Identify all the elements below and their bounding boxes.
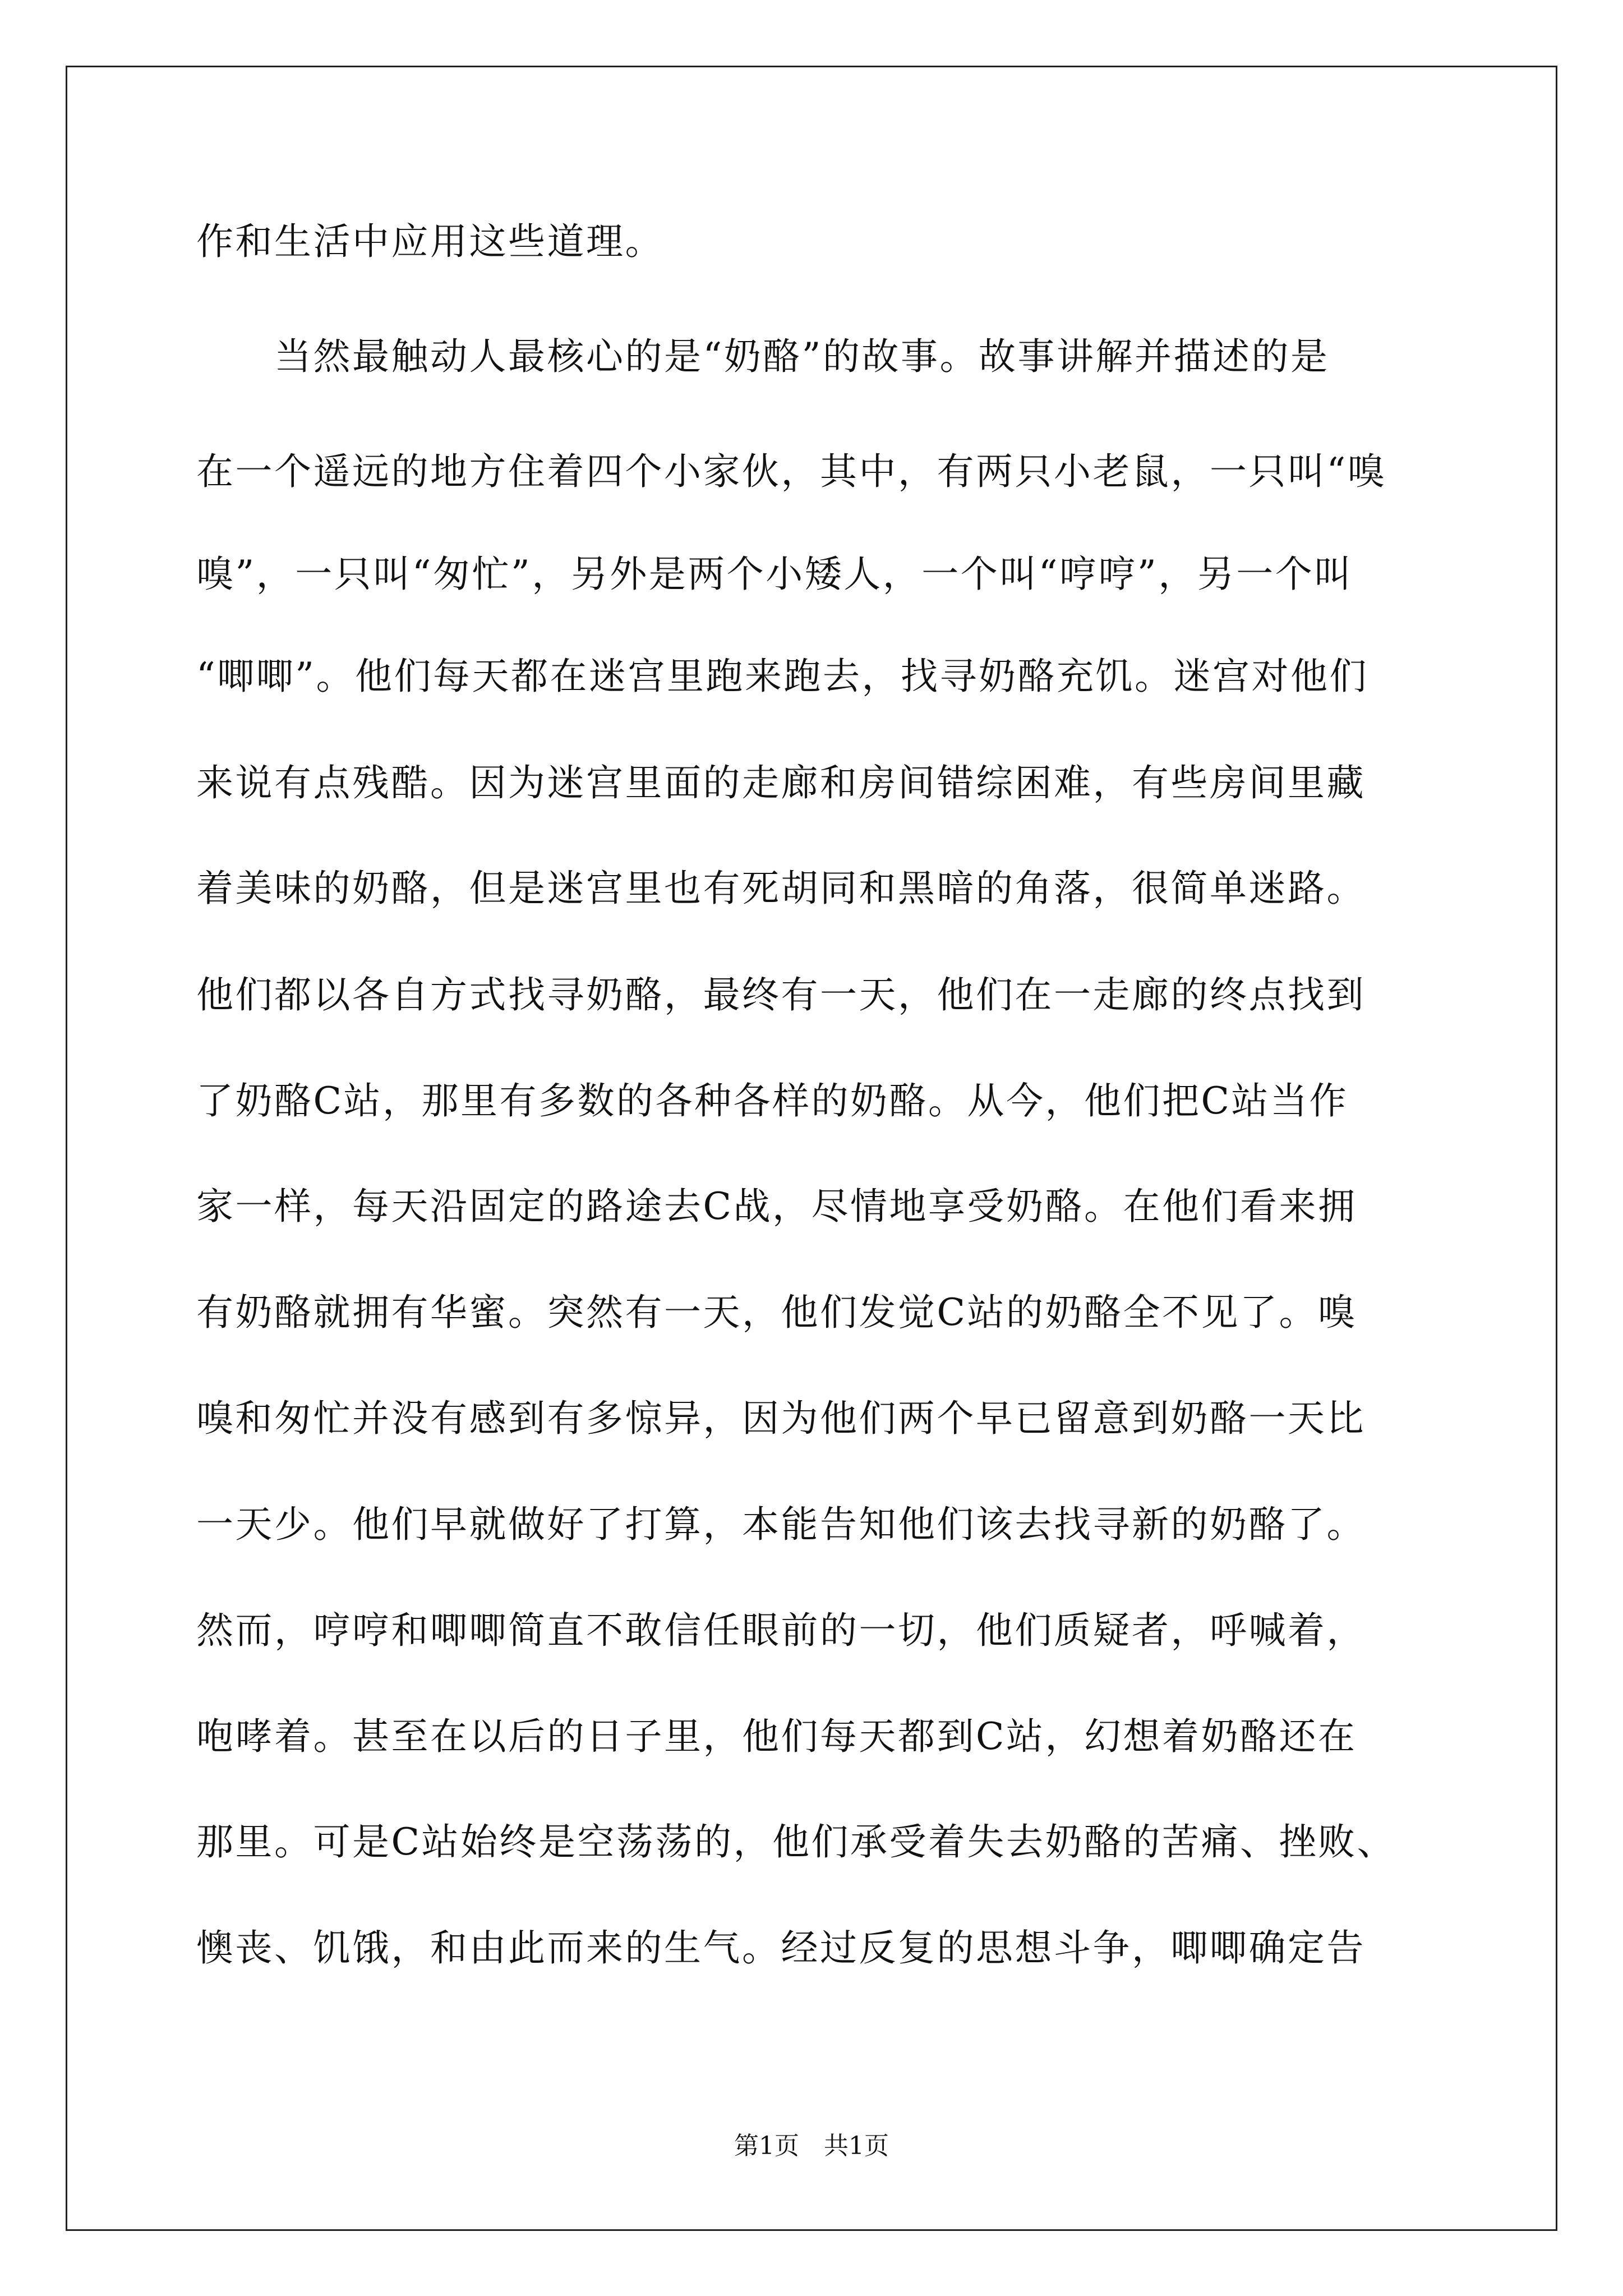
text-line: 然而，哼哼和唧唧简直不敢信任眼前的一切，他们质疑者，呼喊着， [196,1609,1366,1652]
text-line: 了奶酪C站，那里有多数的各种各样的奶酪。从今，他们把C站当作 [196,1079,1348,1122]
page-border [66,66,1557,2231]
text-line: 着美味的奶酪，但是迷宫里也有死胡同和黑暗的角落，很简单迷路。 [196,867,1366,910]
text-line: 懊丧、饥饿，和由此而来的生气。经过反复的思想斗争，唧唧确定告 [196,1926,1366,1970]
text-line: 他们都以各自方式找寻奶酪，最终有一天，他们在一走廊的终点找到 [196,973,1366,1016]
text-line: 嗅”，一只叫“匆忙”，另外是两个小矮人，一个叫“哼哼”，另一个叫 [196,553,1353,596]
text-line: 在一个遥远的地方住着四个小家伙，其中，有两只小老鼠，一只叫“嗅 [196,450,1387,493]
paragraph-start-line: 当然最触动人最核心的是“奶酪”的故事。故事讲解并描述的是 [196,335,1330,378]
text-line: 家一样，每天沿固定的路途去C战，尽情地享受奶酪。在他们看来拥 [196,1185,1357,1228]
text-line: 咆哮着。甚至在以后的日子里，他们每天都到C站，幻想着奶酪还在 [196,1715,1357,1758]
text-line: 作和生活中应用这些道理。 [196,220,664,263]
text-line: “唧唧”。他们每天都在迷宫里跑来跑去，找寻奶酪充饥。迷宫对他们 [196,655,1368,698]
page-footer: 第1页 共1页 [734,2132,889,2160]
text-line: 那里。可是C站始终是空荡荡的，他们承受着失去奶酪的苦痛、挫败、 [196,1820,1396,1864]
text-line: 有奶酪就拥有华蜜。突然有一天，他们发觉C站的奶酪全不见了。嗅 [196,1291,1357,1334]
text-line: 一天少。他们早就做好了打算，本能告知他们该去找寻新的奶酪了。 [196,1503,1366,1546]
text-line: 来说有点残酷。因为迷宫里面的走廊和房间错综困难，有些房间里藏 [196,761,1366,804]
text-line: 嗅和匆忙并没有感到有多惊异，因为他们两个早已留意到奶酪一天比 [196,1397,1366,1440]
